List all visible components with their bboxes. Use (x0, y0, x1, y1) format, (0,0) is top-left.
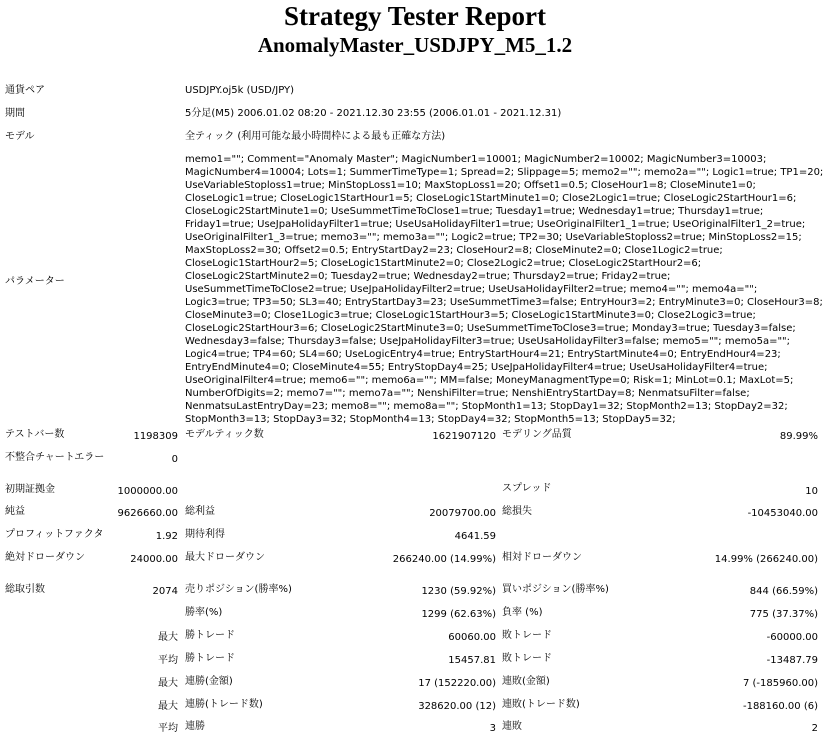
report-title: Strategy Tester Report (284, 1, 546, 31)
avg-loss-label: 敗トレード (502, 653, 552, 664)
consec-win-cnt-label: 連勝(トレード数) (185, 699, 263, 710)
max-prefix-3: 最大 (158, 701, 178, 712)
avg-prefix-2: 平均 (158, 723, 178, 734)
total-trades-label: 総取引数 (5, 584, 45, 595)
net-label: 純益 (5, 506, 25, 517)
consec-loss-cnt-label: 連敗(トレード数) (502, 699, 580, 710)
max-prefix-2: 最大 (158, 678, 178, 689)
bars-value: 1198309 (133, 431, 178, 442)
avg-win-value: 15457.81 (448, 655, 496, 666)
avg-loss-value: -13487.79 (766, 655, 818, 666)
consec-win-amt-label: 連勝(金額) (185, 676, 233, 687)
short-label: 売りポジション(勝率%) (185, 584, 292, 595)
max-prefix: 最大 (158, 632, 178, 643)
consec-loss-amt-label: 連敗(金額) (502, 676, 550, 687)
model-value: 全ティック (利用可能な最小時間枠による最も正確な方法) (185, 131, 446, 142)
gross-loss-value: -10453040.00 (747, 508, 818, 519)
loss-rate-value: 775 (37.37%) (749, 609, 818, 620)
win-rate-label: 勝率(%) (185, 607, 223, 618)
short-value: 1230 (59.92%) (421, 586, 496, 597)
loss-rate-label: 負率 (%) (502, 607, 543, 618)
quality-value: 89.99% (779, 431, 818, 442)
symbol-value: USDJPY.oj5k (USD/JPY) (185, 85, 295, 96)
expected-label: 期待利得 (185, 529, 225, 540)
deposit-value: 1000000.00 (117, 486, 178, 497)
params-label: パラメーター (5, 276, 65, 287)
max-loss-label: 敗トレード (502, 630, 552, 641)
avg-consec-loss-label: 連敗 (502, 721, 522, 732)
gross-loss-label: 総損失 (502, 506, 532, 517)
quality-label: モデリング品質 (502, 429, 572, 440)
max-dd-label: 最大ドローダウン (185, 552, 265, 563)
period-value: 5分足(M5) 2006.01.02 08:20 - 2021.12.30 23:55 (2006.01.01 - 2021.12.31) (185, 108, 562, 119)
gross-profit-value: 20079700.00 (429, 508, 496, 519)
params-value: memo1=""; Comment="Anomaly Master"; MagicNumber1=10001; MagicNumber2=10002; MagicNumber3=10003; MagicNumber4=10004; Lots=1; SummerTimeType=1; Spread=2; Slippage=5; memo2=""; memo2a=""; Logic1=true; TP1=20; UseVariableStoploss1=true; MinStopLoss1=10; MaxStopLoss1=20; Offset1=0.5; CloseHour1=8; CloseMinute1=0; CloseLogic1=true; CloseLogic1StartHour1=5; CloseLogic1StartMinute1=0; Close2Logic1=true; CloseLogic2StartHour1=6; CloseLogic2StartMinute1=0; UseSummetTimeToClose1=true; Tuesday1=true; Wednesday1=true; Thursday1=true; Friday1=true; UseJpaHolidayFilter1=true; UseUsaHolidayFilter1=true; UseOriginalFilter1_1=true; UseOriginalFilter1_2=true; UseOriginalFilter1_3=true; memo3=""; memo3a=""; Logic2=true; TP2=30; UseVariableStoploss2=true; MinStopLoss2=15; MaxStopLoss2=30; Offset2=0.5; EntryStartDay2=23; CloseHour2=8; CloseMinute2=0; Close1Logic2=true; CloseLogic1StartHour2=5; CloseLogic1StartMinute2=0; Close2Logic2=true; CloseLogic2StartHour2=6; CloseLogic2StartMinute2=0; Tuesday2=true; Wednesday2=true; Thursday2=true; Friday2=true; UseSummetTimeToClose2=true; UseJpaHolidayFilter2=true; UseUsaHolidayFilter2=true; memo4=""; memo4a=""; Logic3=true; TP3=50; SL3=40; EntryStartDay3=23; UseSummetTime3=false; EntryHour3=2; EntryMinute3=0; CloseHour3=8; CloseMinute3=0; Close1Logic3=true; CloseLogic1StartHour3=5; CloseLogic1StartMinute3=0; Close2Logic3=true; CloseLogic2StartHour3=6; CloseLogic2StartMinute3=0; UseSummetTimeToClose3=true; Monday3=true; Tuesday3=false; Wednesday3=false; Thursday3=false; UseJpaHolidayFilter3=true; UseUsaHolidayFilter3=false; memo5=""; memo5a=""; Logic4=true; TP4=60; SL4=60; UseLogicEntry4=true; EntryStartHour4=21; EntryStartMinute4=0; EntryEndHour4=23; EntryEndMinute4=0; CloseMinute4=55; EntryStopDay4=25; UseJpaHolidayFilter4=true; UseUsaHolidayFilter4=true; UseOriginalFilter4=true; memo6=""; memo6a=""; MM=false; MoneyManagmentType=0; Risk=1; MinLot=0.1; MaxLot=5; NumberOfDigits=2; memo7=""; memo7a=""; NenshiFilter=true; NenshiEntryStartDay=8; NenmatsuFilter=false; NenmatsuLastEntryDay=23; memo8=""; memo8a=""; StopMonth1=13; StopDay1=32; StopMonth2=13; StopDay2=32; StopMonth3=13; StopDay3=32; StopMonth4=13; StopDay4=32; StopMonth5=13; StopDay5=32; (185, 154, 824, 425)
consec-loss-cnt-value: -188160.00 (6) (742, 701, 818, 712)
pf-value: 1.92 (155, 531, 178, 542)
total-trades-value: 2074 (152, 586, 178, 597)
expected-value: 4641.59 (454, 531, 496, 542)
long-label: 買いポジション(勝率%) (502, 584, 609, 595)
consec-win-amt-value: 17 (152220.00) (418, 678, 496, 689)
net-value: 9626660.00 (117, 508, 178, 519)
report-subtitle: AnomalyMaster_USDJPY_M5_1.2 (257, 33, 573, 57)
avg-consec-win-value: 3 (489, 723, 496, 734)
max-dd-value: 266240.00 (14.99%) (392, 554, 496, 565)
spread-value: 10 (805, 486, 818, 497)
symbol-label: 通貨ペア (5, 85, 45, 96)
period-label: 期間 (5, 108, 25, 119)
pf-label: プロフィットファクタ (5, 529, 104, 540)
max-loss-value: -60000.00 (766, 632, 818, 643)
mismatch-label: 不整合チャートエラー (5, 452, 105, 463)
abs-dd-value: 24000.00 (130, 554, 178, 565)
max-win-label: 勝トレード (185, 630, 235, 641)
consec-win-cnt-value: 328620.00 (12) (418, 701, 496, 712)
bars-label: テストバー数 (5, 429, 65, 440)
rel-dd-label: 相対ドローダウン (502, 552, 582, 563)
model-label: モデル (5, 131, 35, 142)
avg-consec-win-label: 連勝 (185, 721, 205, 732)
ticks-label: モデルティック数 (185, 429, 264, 440)
spread-label: スプレッド (502, 483, 552, 494)
gross-profit-label: 総利益 (185, 506, 215, 517)
abs-dd-label: 絶対ドローダウン (5, 552, 85, 563)
consec-loss-amt-value: 7 (-185960.00) (742, 678, 818, 689)
win-rate-value: 1299 (62.63%) (421, 609, 496, 620)
avg-win-label: 勝トレード (185, 653, 235, 664)
deposit-label: 初期証拠金 (5, 484, 55, 495)
rel-dd-value: 14.99% (266240.00) (714, 554, 818, 565)
avg-prefix: 平均 (158, 655, 178, 666)
max-win-value: 60060.00 (448, 632, 496, 643)
mismatch-value: 0 (171, 454, 178, 465)
long-value: 844 (66.59%) (749, 586, 818, 597)
avg-consec-loss-value: 2 (811, 723, 818, 734)
ticks-value: 1621907120 (432, 431, 496, 442)
